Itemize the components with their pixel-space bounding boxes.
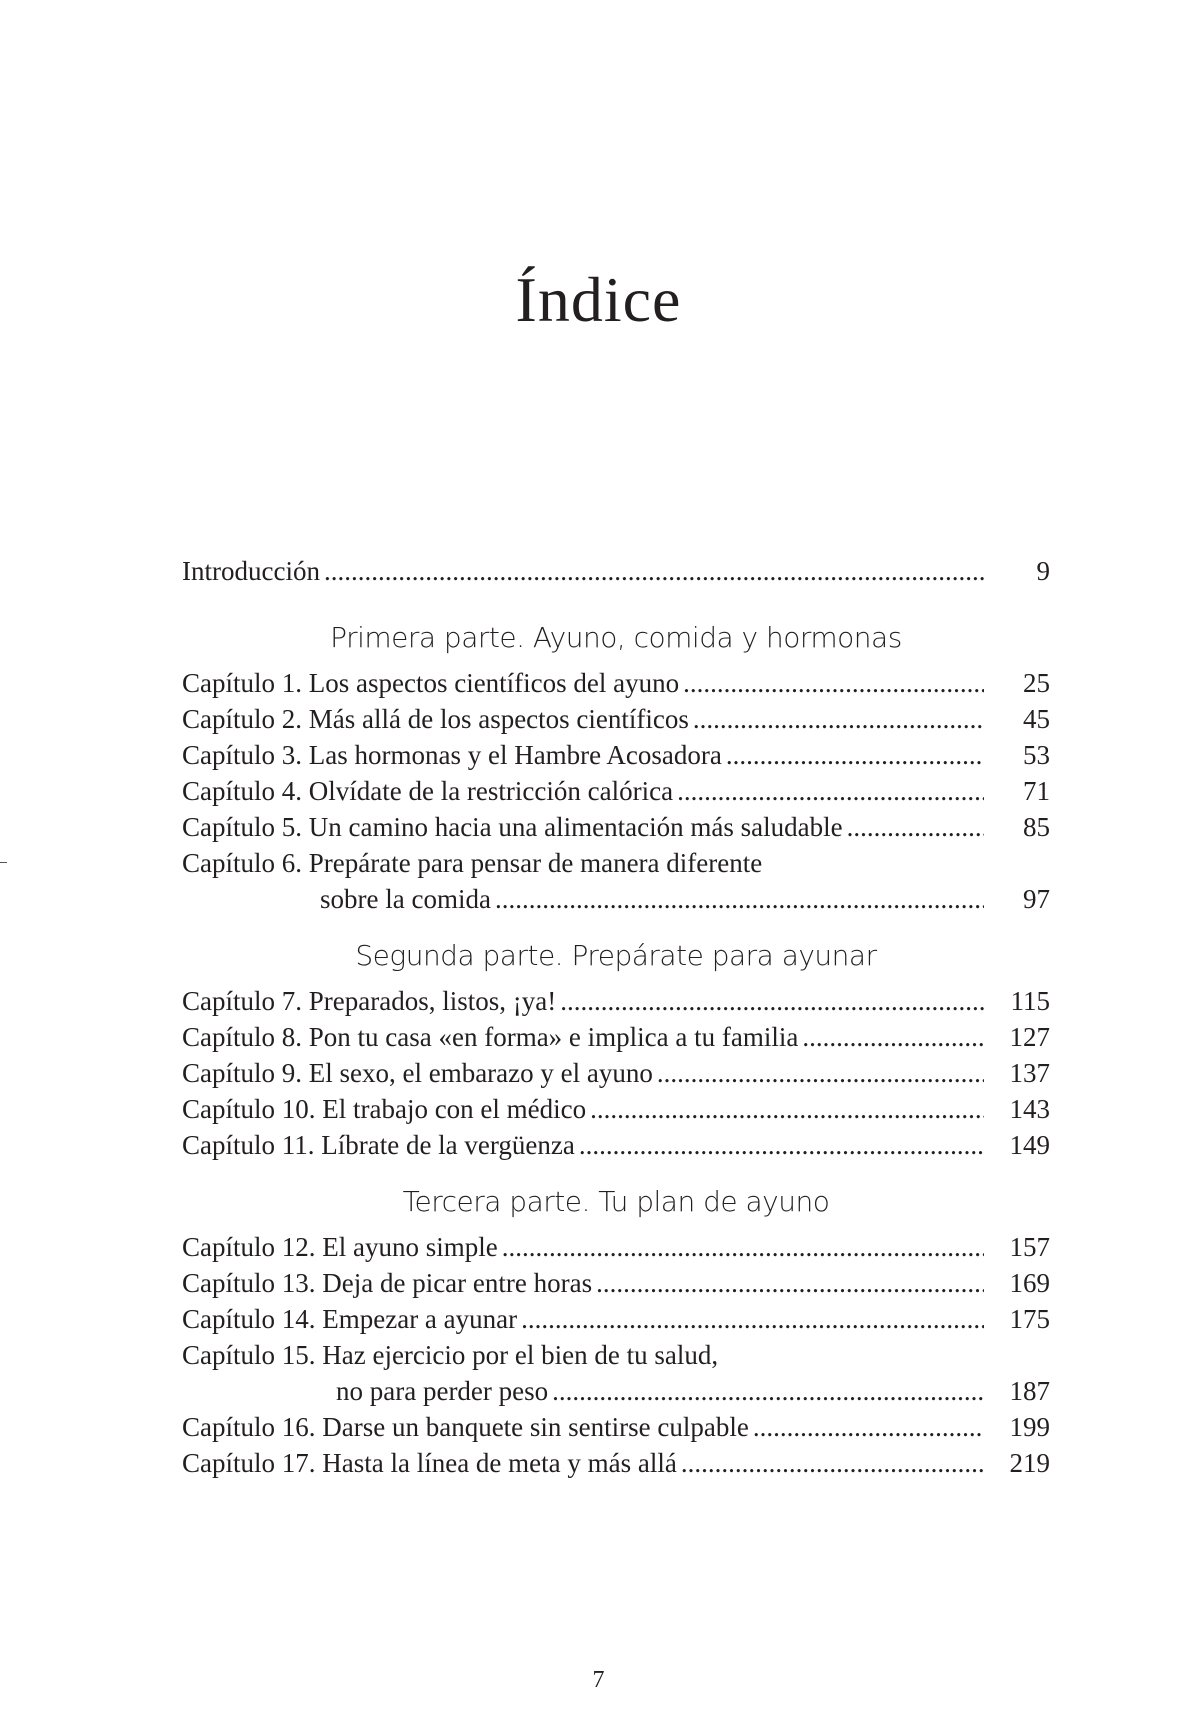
toc-entry-label: Capítulo 2. Más allá de los aspectos científicos xyxy=(182,704,689,734)
page-number-footer: 7 xyxy=(592,1667,605,1693)
toc-page-number: 71 xyxy=(1023,776,1050,806)
toc-entry-chapter-10[interactable] xyxy=(182,1091,1050,1127)
toc-entry-chapter-7[interactable] xyxy=(182,983,1050,1019)
toc-page-number: 97 xyxy=(1023,884,1050,914)
toc-entry-label: Capítulo 13. Deja de picar entre horas xyxy=(182,1268,593,1298)
margin-mark xyxy=(0,862,7,863)
toc-entry-label: Capítulo 17. Hasta la línea de meta y más allá xyxy=(182,1448,677,1478)
toc-entry-label: Capítulo 5. Un camino hacia una alimentación más saludable xyxy=(182,812,843,842)
toc-entry-label: Capítulo 9. El sexo, el embarazo y el ayuno xyxy=(182,1058,653,1088)
toc-page-number: 115 xyxy=(1010,986,1050,1016)
dot-leader xyxy=(693,701,984,737)
toc-entry-label: Capítulo 12. El ayuno simple xyxy=(182,1232,498,1262)
dot-leader xyxy=(502,1229,984,1265)
toc-entry-label: Capítulo 7. Preparados, listos, ¡ya! xyxy=(182,986,557,1016)
dot-leader xyxy=(726,737,984,773)
dot-leader xyxy=(495,881,984,917)
toc-entry-chapter-16[interactable] xyxy=(182,1409,1050,1445)
toc-page-number: 169 xyxy=(1009,1268,1050,1298)
dot-leader xyxy=(753,1409,984,1445)
toc-entry-label: Capítulo 3. Las hormonas y el Hambre Acosadora xyxy=(182,740,722,770)
part-heading-2: Segunda parte. Prepárate para ayunar xyxy=(355,939,877,972)
toc-page-number: 137 xyxy=(1009,1058,1050,1088)
toc-page-number: 127 xyxy=(1009,1022,1050,1052)
toc-entry-chapter-15-continuation[interactable] xyxy=(182,1373,1050,1409)
toc-entry-label: Capítulo 11. Líbrate de la vergüenza xyxy=(182,1130,575,1160)
dot-leader xyxy=(590,1091,984,1127)
toc-page-number: 175 xyxy=(1009,1304,1050,1334)
part-heading-1: Primera parte. Ayuno, comida y hormonas xyxy=(330,621,902,654)
toc-page-number: 149 xyxy=(1009,1130,1050,1160)
toc-entry-label: Introducción xyxy=(182,556,320,586)
dot-leader xyxy=(324,553,984,589)
toc-page-number: 187 xyxy=(1009,1376,1050,1406)
toc-page-number: 53 xyxy=(1023,740,1050,770)
toc-page-number: 199 xyxy=(1009,1412,1050,1442)
toc-entry-label: Capítulo 16. Darse un banquete sin sentirse culpable xyxy=(182,1412,749,1442)
dot-leader xyxy=(560,983,984,1019)
toc-entry-chapter-2[interactable] xyxy=(182,701,1050,737)
toc-entry-chapter-15[interactable] xyxy=(182,1337,1050,1373)
toc-entry-chapter-12[interactable] xyxy=(182,1229,1050,1265)
dot-leader xyxy=(683,665,984,701)
dot-leader xyxy=(681,1445,984,1481)
dot-leader xyxy=(677,773,984,809)
dot-leader xyxy=(552,1373,984,1409)
toc-entry-chapter-17[interactable] xyxy=(182,1445,1050,1481)
toc-entry-chapter-6-continuation[interactable] xyxy=(182,881,1050,917)
toc-entry-chapter-9[interactable] xyxy=(182,1055,1050,1091)
dot-leader xyxy=(579,1127,984,1163)
toc-page-number: 25 xyxy=(1023,668,1050,698)
toc-entry-chapter-4[interactable] xyxy=(182,773,1050,809)
dot-leader xyxy=(596,1265,984,1301)
table-of-contents xyxy=(182,553,1050,1481)
dot-leader xyxy=(847,809,984,845)
toc-entry-chapter-11[interactable] xyxy=(182,1127,1050,1163)
toc-page-number: 157 xyxy=(1009,1232,1050,1262)
page-title: Índice xyxy=(515,264,682,335)
toc-entry-chapter-1[interactable] xyxy=(182,665,1050,701)
toc-page-number: 143 xyxy=(1009,1094,1050,1124)
toc-entry-label: Capítulo 14. Empezar a ayunar xyxy=(182,1304,518,1334)
dot-leader xyxy=(657,1055,984,1091)
part-heading-3: Tercera parte. Tu plan de ayuno xyxy=(402,1185,830,1218)
toc-entry-label: Capítulo 15. Haz ejercicio por el bien de tu salud, xyxy=(182,1340,719,1370)
toc-entry-chapter-14[interactable] xyxy=(182,1301,1050,1337)
toc-entry-continuation: no para perder peso xyxy=(336,1376,549,1406)
dot-leader xyxy=(521,1301,984,1337)
toc-entry-chapter-13[interactable] xyxy=(182,1265,1050,1301)
toc-page-number: 219 xyxy=(1009,1448,1050,1478)
toc-entry-label: Capítulo 10. El trabajo con el médico xyxy=(182,1094,587,1124)
toc-page-number: 85 xyxy=(1023,812,1050,842)
toc-page-number: 9 xyxy=(1036,556,1050,586)
dot-leader xyxy=(802,1019,984,1055)
toc-entry-continuation: sobre la comida xyxy=(320,884,491,914)
toc-entry-label: Capítulo 1. Los aspectos científicos del ayuno xyxy=(182,668,680,698)
toc-entry-chapter-5[interactable] xyxy=(182,809,1050,845)
toc-entry-label: Capítulo 6. Prepárate para pensar de manera diferente xyxy=(182,848,763,878)
toc-entry-chapter-8[interactable] xyxy=(182,1019,1050,1055)
toc-page-number: 45 xyxy=(1023,704,1050,734)
toc-entry-chapter-3[interactable] xyxy=(182,737,1050,773)
toc-entry-label: Capítulo 8. Pon tu casa «en forma» e implica a tu familia xyxy=(182,1022,799,1052)
toc-entry-chapter-6[interactable] xyxy=(182,845,1050,881)
toc-entry-label: Capítulo 4. Olvídate de la restricción calórica xyxy=(182,776,674,806)
toc-entry-introduction[interactable] xyxy=(182,553,1050,589)
